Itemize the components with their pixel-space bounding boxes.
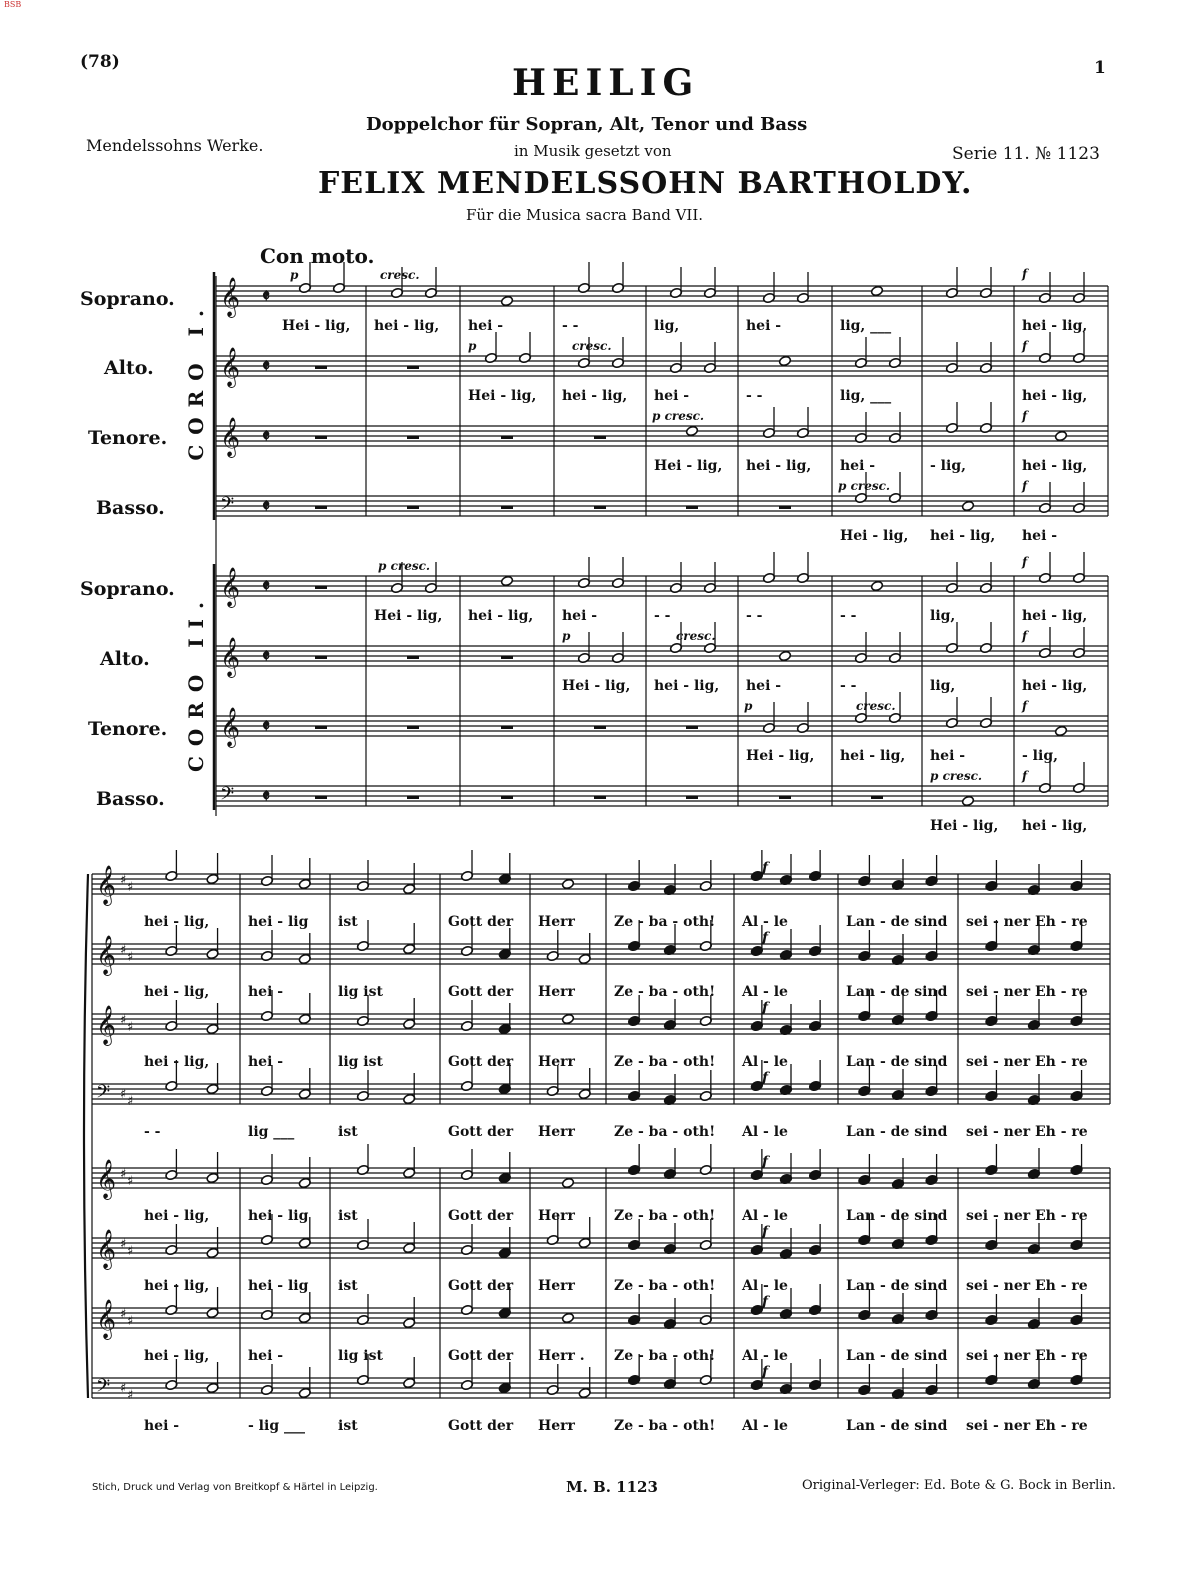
- s2-sharp-f-0: ♯: [120, 873, 127, 888]
- s1-rest-7-3: [594, 796, 606, 799]
- s1-rest-4-0: [315, 586, 327, 589]
- s1-whole-2-8: [1054, 430, 1067, 441]
- s1-lyric-coro1-0-2: hei -: [468, 318, 504, 334]
- dyn-s1-p-7: p: [744, 699, 753, 713]
- s2-sharp-c-1: ♯: [127, 950, 134, 965]
- s2-sharp-c-4: ♯: [127, 1174, 134, 1189]
- s1-lyric-coro2-1-4: hei - lig,: [654, 678, 720, 694]
- series-left: Mendelssohns Werke.: [86, 136, 264, 155]
- page-number-right: 1: [1094, 58, 1106, 78]
- s1-rest-7-1: [407, 796, 419, 799]
- set-line: in Musik gesetzt von: [514, 142, 672, 160]
- s1-rest-3-1: [407, 506, 419, 509]
- s2-sharp-f-2: ♯: [120, 1013, 127, 1028]
- s1-time-4: 𝄵: [262, 576, 271, 597]
- s1-rest-7-2: [501, 796, 513, 799]
- s1-clef-0: 𝄞: [220, 277, 241, 317]
- s2-sharp-f-7: ♯: [120, 1381, 127, 1396]
- s2-lyric-coro1-1-0: hei - lig,: [144, 984, 210, 1000]
- s1-rest-6-2: [501, 726, 513, 729]
- s1-clef-1: 𝄞: [220, 347, 241, 387]
- dyn-s1-f-4: f: [1022, 479, 1028, 493]
- s1-lyric-coro2-2-8: - lig,: [1022, 748, 1058, 764]
- library-mark: BSB: [4, 0, 22, 9]
- s2-lyric-coro1-2-6: Al - le: [742, 1054, 788, 1070]
- s1-lyric-coro1-3-8: hei -: [1022, 528, 1058, 544]
- s2-lyric-coro1-0-2: ist: [338, 914, 358, 930]
- s1-lyric-coro2-3-8: hei - lig,: [1022, 818, 1088, 834]
- s1-rest-2-0: [315, 436, 327, 439]
- s2-lyric-coro2-2-8: sei - ner Eh - re: [966, 1348, 1088, 1364]
- series-right: Serie 11. № 1123: [952, 144, 1100, 164]
- s2-lyric-coro1-0-5: Ze - ba - oth!: [614, 914, 716, 930]
- s2-lyric-coro1-2-1: hei -: [248, 1054, 284, 1070]
- label-tenore-1: Tenore.: [88, 427, 168, 449]
- s1-whole-0-6: [870, 285, 883, 296]
- s1-time-2: 𝄵: [262, 426, 271, 447]
- s2-lyric-coro2-2-0: hei - lig,: [144, 1348, 210, 1364]
- dyn-s1-p-1: p: [290, 268, 299, 282]
- dyn-s1-f-1: f: [1022, 267, 1028, 281]
- dyn-s1-f-7: f: [1022, 699, 1028, 713]
- s1-whole-6-8: [1054, 725, 1067, 736]
- s2-lyric-coro1-2-2: lig ist: [338, 1054, 383, 1070]
- s1-lyric-coro1-2-6: hei -: [840, 458, 876, 474]
- s2-lyric-coro1-3-1: lig ___: [248, 1124, 295, 1140]
- s1-whole-5-5: [778, 650, 791, 661]
- s2-lyric-coro1-0-1: hei - lig: [248, 914, 309, 930]
- s1-clef-6: 𝄞: [220, 707, 241, 747]
- label-basso-2: Basso.: [96, 788, 165, 810]
- s1-clef-2: 𝄞: [220, 417, 241, 457]
- s1-lyric-coro1-3-7: hei - lig,: [930, 528, 996, 544]
- s2-lyric-coro1-3-0: - -: [144, 1124, 161, 1140]
- s2-sharp-f-1: ♯: [120, 943, 127, 958]
- s1-rest-7-0: [315, 796, 327, 799]
- s2-lyric-coro2-3-7: Lan - de sind: [846, 1418, 948, 1434]
- s2-sharp-f-5: ♯: [120, 1237, 127, 1252]
- dyn-s1-pcresc-5: p cresc.: [378, 559, 431, 573]
- s1-time-6: 𝄵: [262, 716, 271, 737]
- s2-lyric-coro1-1-8: sei - ner Eh - re: [966, 984, 1088, 1000]
- s2-sharp-c-2: ♯: [127, 1020, 134, 1035]
- s2-lyric-coro2-0-7: Lan - de sind: [846, 1208, 948, 1224]
- s2-lyric-coro1-1-6: Al - le: [742, 984, 788, 1000]
- s2-dyn-f-6: f: [762, 1294, 769, 1310]
- s1-lyric-coro1-1-3: hei - lig,: [562, 388, 628, 404]
- s1-lyric-coro2-2-7: hei -: [930, 748, 966, 764]
- s2-lyric-coro2-3-6: Al - le: [742, 1418, 788, 1434]
- dyn-s1-f-6: f: [1022, 629, 1028, 643]
- s2-lyric-coro1-2-0: hei - lig,: [144, 1054, 210, 1070]
- s1-rest-6-0: [315, 726, 327, 729]
- s2-lyric-coro1-3-5: Ze - ba - oth!: [614, 1124, 716, 1140]
- s2-lyric-coro2-0-3: Gott der: [448, 1208, 514, 1224]
- s1-lyric-coro1-0-4: lig,: [654, 318, 680, 334]
- s1-whole-2-4: [685, 425, 698, 436]
- s1-time-0: 𝄵: [262, 286, 271, 307]
- s2-lyric-coro1-0-6: Al - le: [742, 914, 788, 930]
- plate-number: M. B. 1123: [566, 1478, 658, 1496]
- s1-lyric-coro2-0-8: hei - lig,: [1022, 608, 1088, 624]
- s2-lyric-coro1-3-4: Herr: [538, 1124, 575, 1140]
- s2-lyric-coro2-1-3: Gott der: [448, 1278, 514, 1294]
- collection: Für die Musica sacra Band VII.: [466, 206, 704, 224]
- s1-clef-4: 𝄞: [220, 567, 241, 607]
- dyn-s1-p-2: p: [468, 339, 477, 353]
- s2-lyric-coro1-0-7: Lan - de sind: [846, 914, 948, 930]
- s1-rest-2-1: [407, 436, 419, 439]
- s1-lyric-coro1-1-4: hei -: [654, 388, 690, 404]
- s1-lyric-coro2-1-5: hei -: [746, 678, 782, 694]
- original-publisher: Original-Verleger: Ed. Bote & G. Bock in Berlin.: [802, 1478, 1116, 1493]
- s1-lyric-coro2-0-2: hei - lig,: [468, 608, 534, 624]
- s1-whole-4-2: [500, 575, 513, 586]
- s2-lyric-coro1-3-3: Gott der: [448, 1124, 514, 1140]
- s2-lyric-coro1-0-0: hei - lig,: [144, 914, 210, 930]
- s1-lyric-coro2-1-6: - -: [840, 678, 857, 694]
- dyn-s1-cresc-2: cresc.: [572, 339, 612, 353]
- s1-lyric-coro1-2-8: hei - lig,: [1022, 458, 1088, 474]
- s2-lyric-coro1-0-3: Gott der: [448, 914, 514, 930]
- s2-lyric-coro2-0-8: sei - ner Eh - re: [966, 1208, 1088, 1224]
- s2-lyric-coro1-2-5: Ze - ba - oth!: [614, 1054, 716, 1070]
- s1-rest-3-4: [686, 506, 698, 509]
- s2-lyric-coro2-3-5: Ze - ba - oth!: [614, 1418, 716, 1434]
- s2-dyn-f-7: f: [762, 1364, 769, 1380]
- s1-rest-3-0: [315, 506, 327, 509]
- s1-lyric-coro1-1-6: lig, ___: [840, 388, 892, 404]
- composer: FELIX MENDELSSOHN BARTHOLDY.: [318, 166, 973, 201]
- s1-rest-3-3: [594, 506, 606, 509]
- page-title: HEILIG: [512, 62, 700, 104]
- dyn-s1-pcresc-4: p cresc.: [838, 479, 891, 493]
- s1-lyric-coro1-1-8: hei - lig,: [1022, 388, 1088, 404]
- dyn-s1-cresc-6: cresc.: [676, 629, 716, 643]
- s2-lyric-coro2-3-4: Herr: [538, 1418, 575, 1434]
- s2-whole-4-4: [561, 1177, 574, 1188]
- s2-lyric-coro2-0-6: Al - le: [742, 1208, 788, 1224]
- s2-sharp-c-5: ♯: [127, 1244, 134, 1259]
- tempo-marking: Con moto.: [260, 244, 375, 268]
- s1-rest-7-4: [686, 796, 698, 799]
- s1-lyric-coro2-1-3: Hei - lig,: [562, 678, 631, 694]
- s2-lyric-coro1-3-7: Lan - de sind: [846, 1124, 948, 1140]
- s1-whole-7-7: [961, 795, 974, 806]
- s2-lyric-coro2-3-8: sei - ner Eh - re: [966, 1418, 1088, 1434]
- dyn-s1-pcresc-8: p cresc.: [930, 769, 983, 783]
- dyn-s1-cresc-1: cresc.: [380, 268, 420, 282]
- dyn-s1-f-8: f: [1022, 769, 1028, 783]
- s2-dyn-f-5: f: [762, 1224, 769, 1240]
- s2-lyric-coro1-0-4: Herr: [538, 914, 575, 930]
- s1-rest-3-5: [779, 506, 791, 509]
- s1-whole-3-7: [961, 500, 974, 511]
- s2-dyn-f-4: f: [762, 1154, 769, 1170]
- s2-dyn-f-2: f: [762, 1000, 769, 1016]
- s2-lyric-coro2-0-0: hei - lig,: [144, 1208, 210, 1224]
- s1-rest-6-1: [407, 726, 419, 729]
- s1-lyric-coro2-2-6: hei - lig,: [840, 748, 906, 764]
- s2-clef-3: 𝄢: [96, 1082, 111, 1107]
- s2-dyn-f-1: f: [762, 930, 769, 946]
- choir-label-2: CORO II.: [184, 592, 208, 773]
- s1-lyric-coro2-0-7: lig,: [930, 608, 956, 624]
- s2-lyric-coro2-1-1: hei - lig: [248, 1278, 309, 1294]
- s1-lyric-coro1-2-5: hei - lig,: [746, 458, 812, 474]
- s1-clef-5: 𝄞: [220, 637, 241, 677]
- s1-lyric-coro1-1-2: Hei - lig,: [468, 388, 537, 404]
- s1-lyric-coro1-0-6: lig, ___: [840, 318, 892, 334]
- page-number-left: (78): [80, 52, 120, 72]
- s2-lyric-coro2-0-2: ist: [338, 1208, 358, 1224]
- s2-lyric-coro2-2-7: Lan - de sind: [846, 1348, 948, 1364]
- s1-lyric-coro1-1-5: - -: [746, 388, 763, 404]
- label-tenore-2: Tenore.: [88, 718, 168, 740]
- s1-lyric-coro1-0-1: hei - lig,: [374, 318, 440, 334]
- s2-lyric-coro2-2-4: Herr .: [538, 1348, 585, 1364]
- s1-whole-1-5: [778, 355, 791, 366]
- s1-lyric-coro2-1-8: hei - lig,: [1022, 678, 1088, 694]
- dyn-s1-f-3: f: [1022, 409, 1028, 423]
- s2-lyric-coro1-0-8: sei - ner Eh - re: [966, 914, 1088, 930]
- s1-lyric-coro1-0-0: Hei - lig,: [282, 318, 351, 334]
- s2-sharp-f-6: ♯: [120, 1307, 127, 1322]
- s1-rest-1-1: [407, 366, 419, 369]
- s2-lyric-coro1-3-8: sei - ner Eh - re: [966, 1124, 1088, 1140]
- s2-lyric-coro1-1-5: Ze - ba - oth!: [614, 984, 716, 1000]
- s2-lyric-coro1-1-7: Lan - de sind: [846, 984, 948, 1000]
- s2-lyric-coro1-1-3: Gott der: [448, 984, 514, 1000]
- s1-lyric-coro1-0-3: - -: [562, 318, 579, 334]
- s2-lyric-coro1-2-8: sei - ner Eh - re: [966, 1054, 1088, 1070]
- s2-whole-6-4: [561, 1312, 574, 1323]
- label-alto-1: Alto.: [104, 357, 154, 379]
- s2-sharp-c-7: ♯: [127, 1388, 134, 1403]
- label-soprano-2: Soprano.: [80, 578, 175, 600]
- s2-lyric-coro1-2-3: Gott der: [448, 1054, 514, 1070]
- s2-dyn-f-3: f: [762, 1070, 769, 1086]
- s1-whole-4-6: [870, 580, 883, 591]
- s2-lyric-coro2-3-0: hei -: [144, 1418, 180, 1434]
- s2-sharp-c-3: ♯: [127, 1094, 134, 1109]
- s2-clef-1: 𝄞: [96, 935, 117, 975]
- s1-time-5: 𝄵: [262, 646, 271, 667]
- dyn-s1-f-5: f: [1022, 555, 1028, 569]
- s2-lyric-coro2-2-3: Gott der: [448, 1348, 514, 1364]
- dyn-s1-f-2: f: [1022, 339, 1028, 353]
- s1-lyric-coro2-0-1: Hei - lig,: [374, 608, 443, 624]
- s2-lyric-coro2-0-5: Ze - ba - oth!: [614, 1208, 716, 1224]
- s2-lyric-coro1-1-1: hei -: [248, 984, 284, 1000]
- s1-rest-5-0: [315, 656, 327, 659]
- s1-lyric-coro2-3-7: Hei - lig,: [930, 818, 999, 834]
- s2-clef-5: 𝄞: [96, 1229, 117, 1269]
- s2-lyric-coro2-1-5: Ze - ba - oth!: [614, 1278, 716, 1294]
- s1-time-1: 𝄵: [262, 356, 271, 377]
- s1-lyric-coro2-0-3: hei -: [562, 608, 598, 624]
- s2-lyric-coro2-2-5: Ze - ba - oth!: [614, 1348, 716, 1364]
- s1-clef-3: 𝄢: [220, 494, 235, 519]
- s1-lyric-coro1-0-8: hei - lig,: [1022, 318, 1088, 334]
- s2-lyric-coro2-2-2: lig ist: [338, 1348, 383, 1364]
- s1-lyric-coro2-0-6: - -: [840, 608, 857, 624]
- s2-lyric-coro2-1-0: hei - lig,: [144, 1278, 210, 1294]
- s2-lyric-coro2-2-6: Al - le: [742, 1348, 788, 1364]
- s2-lyric-coro2-3-1: - lig ___: [248, 1418, 305, 1434]
- s1-lyric-coro1-3-6: Hei - lig,: [840, 528, 909, 544]
- s1-rest-5-2: [501, 656, 513, 659]
- s2-clef-6: 𝄞: [96, 1299, 117, 1339]
- s2-lyric-coro2-3-3: Gott der: [448, 1418, 514, 1434]
- dyn-s1-pcresc-3: p cresc.: [652, 409, 705, 423]
- s1-rest-6-3: [594, 726, 606, 729]
- s1-lyric-coro1-0-5: hei -: [746, 318, 782, 334]
- s2-sharp-f-4: ♯: [120, 1167, 127, 1182]
- s2-clef-0: 𝄞: [96, 865, 117, 905]
- s2-sharp-f-3: ♯: [120, 1087, 127, 1102]
- s2-sharp-c-0: ♯: [127, 880, 134, 895]
- s1-time-7: 𝄵: [262, 786, 271, 807]
- s2-dyn-f-0: f: [762, 860, 769, 876]
- s2-lyric-coro2-1-6: Al - le: [742, 1278, 788, 1294]
- s2-lyric-coro2-0-4: Herr: [538, 1208, 575, 1224]
- s1-lyric-coro2-2-5: Hei - lig,: [746, 748, 815, 764]
- label-basso-1: Basso.: [96, 497, 165, 519]
- dyn-s1-cresc-7: cresc.: [856, 699, 896, 713]
- subtitle: Doppelchor für Sopran, Alt, Tenor und Bass: [366, 114, 808, 135]
- s1-lyric-coro2-0-5: - -: [746, 608, 763, 624]
- footer-imprint: Stich, Druck und Verlag von Breitkopf & Härtel in Leipzig.: [92, 1482, 378, 1493]
- s2-lyric-coro2-1-8: sei - ner Eh - re: [966, 1278, 1088, 1294]
- s1-clef-7: 𝄢: [220, 784, 235, 809]
- s1-rest-3-2: [501, 506, 513, 509]
- s2-clef-7: 𝄢: [96, 1376, 111, 1401]
- s2-lyric-coro1-3-2: ist: [338, 1124, 358, 1140]
- s1-rest-7-5: [779, 796, 791, 799]
- s2-lyric-coro1-1-4: Herr: [538, 984, 575, 1000]
- s1-lyric-coro1-2-7: - lig,: [930, 458, 966, 474]
- s2-lyric-coro2-1-7: Lan - de sind: [846, 1278, 948, 1294]
- s2-lyric-coro2-1-4: Herr: [538, 1278, 575, 1294]
- s1-rest-5-1: [407, 656, 419, 659]
- s1-rest-6-4: [686, 726, 698, 729]
- s2-lyric-coro2-3-2: ist: [338, 1418, 358, 1434]
- s1-rest-2-3: [594, 436, 606, 439]
- s2-whole-2-4: [561, 1013, 574, 1024]
- s1-lyric-coro2-1-7: lig,: [930, 678, 956, 694]
- s1-rest-7-6: [871, 796, 883, 799]
- s2-lyric-coro1-2-7: Lan - de sind: [846, 1054, 948, 1070]
- s1-rest-1-0: [315, 366, 327, 369]
- s1-lyric-coro2-0-4: - -: [654, 608, 671, 624]
- s2-sharp-c-6: ♯: [127, 1314, 134, 1329]
- label-alto-2: Alto.: [100, 648, 150, 670]
- s2-whole-0-4: [561, 878, 574, 889]
- choir-label-1: CORO I.: [184, 300, 208, 461]
- s2-lyric-coro1-1-2: lig ist: [338, 984, 383, 1000]
- s2-clef-4: 𝄞: [96, 1159, 117, 1199]
- s2-clef-2: 𝄞: [96, 1005, 117, 1045]
- label-soprano-1: Soprano.: [80, 288, 175, 310]
- s1-lyric-coro1-2-4: Hei - lig,: [654, 458, 723, 474]
- s2-lyric-coro1-2-4: Herr: [538, 1054, 575, 1070]
- s2-lyric-coro2-1-2: ist: [338, 1278, 358, 1294]
- s2-lyric-coro2-2-1: hei -: [248, 1348, 284, 1364]
- s2-lyric-coro2-0-1: hei - lig: [248, 1208, 309, 1224]
- system-2-bracket: [84, 874, 88, 1398]
- dyn-s1-p-6: p: [562, 629, 571, 643]
- s2-lyric-coro1-3-6: Al - le: [742, 1124, 788, 1140]
- s1-rest-2-2: [501, 436, 513, 439]
- s1-time-3: 𝄵: [262, 496, 271, 517]
- s1-whole-0-2: [500, 295, 513, 306]
